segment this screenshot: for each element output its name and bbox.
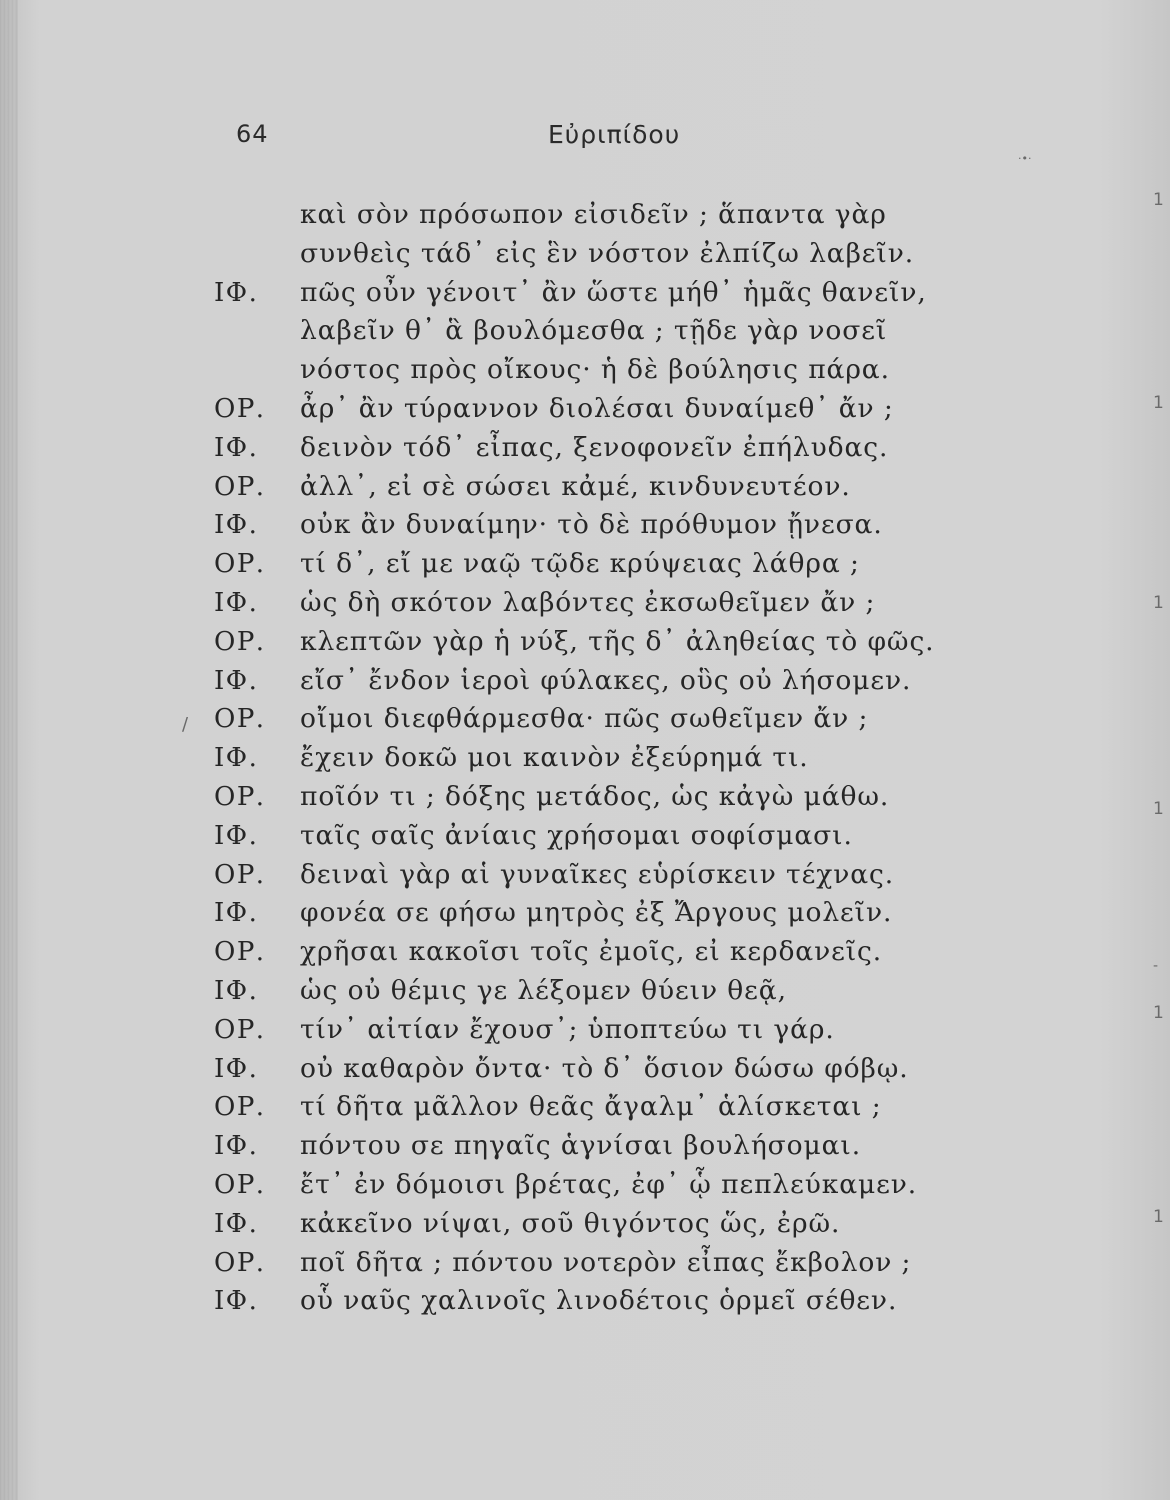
speaker-label: ΟΡ. xyxy=(214,1247,266,1278)
verse-text: οὐ καθαρὸν ὄντα· τὸ δ᾽ ὅσιον δώσω φόβῳ. xyxy=(300,1052,909,1084)
verse-text: κἀκεῖνο νίψαι, σοῦ θιγόντος ὥς, ἐρῶ. xyxy=(300,1207,841,1239)
verse-text: ποῖ δῆτα ; πόντου νοτερὸν εἶπας ἔκβολον ; xyxy=(300,1246,912,1278)
verse-text: ἔχειν δοκῶ μοι καινὸν ἐξεύρημά τι. xyxy=(300,742,809,774)
verse-text: οἴμοι διεφθάρμεσθα· πῶς σωθεῖμεν ἄν ; xyxy=(300,703,869,735)
verse-line xyxy=(214,1244,1094,1283)
speaker-label: ΙΦ. xyxy=(214,277,259,308)
verse-line xyxy=(214,1088,1094,1127)
margin-line-number: 1 xyxy=(1153,799,1164,819)
verse-text: πόντου σε πηγαῖς ἁγνίσαι βουλήσομαι. xyxy=(300,1130,862,1162)
verse-line xyxy=(214,196,1094,235)
margin-line-number: 1 xyxy=(1153,190,1164,210)
verse-text: τί δῆτα μᾶλλον θεᾶς ἄγαλμ᾽ ἁλίσκεται ; xyxy=(300,1091,882,1123)
verse-text: ποῖόν τι ; δόξης μετάδος, ὡς κἀγὼ μάθω. xyxy=(300,780,890,812)
verse-text: δειναὶ γὰρ αἱ γυναῖκες εὑρίσκειν τέχνας. xyxy=(300,858,895,890)
speaker-label: ΙΦ. xyxy=(214,432,259,463)
verse-line xyxy=(214,1050,1094,1089)
verse-line xyxy=(214,390,1094,429)
verse-line xyxy=(214,700,1094,739)
speaker-label: ΙΦ. xyxy=(214,898,259,929)
verse-text: ὡς δὴ σκότον λαβόντες ἐκσωθεῖμεν ἄν ; xyxy=(300,586,876,618)
verse-line xyxy=(214,351,1094,390)
running-title: Εὐριπίδου xyxy=(548,120,681,149)
verse-text: καὶ σὸν πρόσωπον εἰσιδεῖν ; ἅπαντα γὰρ xyxy=(300,199,887,230)
verse-text: νόστος πρὸς οἴκους· ἡ δὲ βούλησις πάρα. xyxy=(300,354,890,386)
verse-text: ἆρ᾽ ἂν τύραννον διολέσαι δυναίμεθ᾽ ἄν ; xyxy=(300,392,894,424)
verse-line xyxy=(214,1205,1094,1244)
verse-line xyxy=(214,1282,1094,1321)
verse-line xyxy=(214,545,1094,584)
verse-line xyxy=(214,312,1094,351)
speaker-label: ΟΡ. xyxy=(214,1092,266,1123)
speaker-label: ΟΡ. xyxy=(214,626,266,657)
verse-list xyxy=(214,196,1094,1321)
speaker-label: ΟΡ. xyxy=(214,859,266,890)
verse-line xyxy=(214,894,1094,933)
speaker-label: ΟΡ. xyxy=(214,393,266,424)
speaker-label: ΙΦ. xyxy=(214,510,259,541)
verse-text: ὡς οὐ θέμις γε λέξομεν θύειν θεᾷ, xyxy=(300,974,787,1006)
verse-line xyxy=(214,429,1094,468)
verse-text: τίν᾽ αἰτίαν ἔχουσ᾽; ὑποπτεύω τι γάρ. xyxy=(300,1013,835,1045)
verse-line xyxy=(214,972,1094,1011)
verse-line xyxy=(214,235,1094,274)
speaker-label: ΙΦ. xyxy=(214,743,259,774)
speaker-label: ΟΡ. xyxy=(214,1014,266,1045)
page-edge-shadow xyxy=(0,0,18,1500)
pencil-mark: / xyxy=(182,714,189,735)
verse-text: δεινὸν τόδ᾽ εἶπας, ξενοφονεῖν ἐπήλυδας. xyxy=(300,431,889,463)
verse-text: λαβεῖν θ᾽ ἃ βουλόμεσθα ; τῇδε γὰρ νοσεῖ xyxy=(300,315,888,347)
ink-smudge: ·•· xyxy=(1018,152,1032,165)
verse-text: ταῖς σαῖς ἀνίαις χρήσομαι σοφίσμασι. xyxy=(300,819,853,851)
speaker-label: ΟΡ. xyxy=(214,704,266,735)
verse-line xyxy=(214,933,1094,972)
verse-line xyxy=(214,506,1094,545)
margin-line-number: 1 xyxy=(1153,1003,1164,1023)
margin-line-number: 1 xyxy=(1153,393,1164,413)
verse-text: εἴσ᾽ ἔνδον ἱεροὶ φύλακες, οὓς οὐ λήσομεν. xyxy=(300,664,912,696)
speaker-label: ΙΦ. xyxy=(214,1208,259,1239)
verse-line xyxy=(214,856,1094,895)
speaker-label: ΟΡ. xyxy=(214,1169,266,1200)
speaker-label: ΙΦ. xyxy=(214,1286,259,1317)
speaker-label: ΟΡ. xyxy=(214,937,266,968)
verse-line xyxy=(214,623,1094,662)
verse-text: τί δ᾽, εἴ με ναῷ τῷδε κρύψειας λάθρα ; xyxy=(300,548,860,580)
ink-smudge: - xyxy=(1153,958,1159,974)
verse-text: συνθεὶς τάδ᾽ εἰς ἓν νόστον ἐλπίζω λαβεῖν. xyxy=(300,237,915,269)
verse-line xyxy=(214,584,1094,623)
speaker-label: ΙΦ. xyxy=(214,820,259,851)
page-header xyxy=(0,112,1170,156)
verse-line xyxy=(214,1166,1094,1205)
speaker-label: ΟΡ. xyxy=(214,549,266,580)
verse-line xyxy=(214,817,1094,856)
margin-line-number: 1 xyxy=(1153,1207,1164,1227)
verse-text: πῶς οὖν γένοιτ᾽ ἂν ὥστε μήθ᾽ ἡμᾶς θανεῖν, xyxy=(300,276,927,308)
speaker-label: ΙΦ. xyxy=(214,665,259,696)
verse-line xyxy=(214,662,1094,701)
page-number: 64 xyxy=(236,120,269,148)
verse-line xyxy=(214,1127,1094,1166)
verse-line xyxy=(214,468,1094,507)
verse-line xyxy=(214,274,1094,313)
verse-text: οὐκ ἂν δυναίμην· τὸ δὲ πρόθυμον ᾔνεσα. xyxy=(300,509,883,541)
margin-line-number: 1 xyxy=(1153,593,1164,613)
verse-text: χρῆσαι κακοῖσι τοῖς ἐμοῖς, εἰ κερδανεῖς. xyxy=(300,936,883,968)
verse-line xyxy=(214,778,1094,817)
verse-line xyxy=(214,739,1094,778)
verse-text: ἔτ᾽ ἐν δόμοισι βρέτας, ἐφ᾽ ᾧ πεπλεύκαμεν. xyxy=(300,1168,918,1200)
verse-line xyxy=(214,1011,1094,1050)
verse-text: ἀλλ᾽, εἰ σὲ σώσει κἀμέ, κινδυνευτέον. xyxy=(300,470,851,502)
verse-text: οὗ ναῦς χαλινοῖς λινοδέτοις ὁρμεῖ σέθεν. xyxy=(300,1285,898,1317)
speaker-label: ΟΡ. xyxy=(214,471,266,502)
verse-text: κλεπτῶν γὰρ ἡ νύξ, τῆς δ᾽ ἀληθείας τὸ φῶς. xyxy=(300,625,935,657)
speaker-label: ΙΦ. xyxy=(214,975,259,1006)
speaker-label: ΟΡ. xyxy=(214,781,266,812)
speaker-label: ΙΦ. xyxy=(214,1131,259,1162)
speaker-label: ΙΦ. xyxy=(214,587,259,618)
speaker-label: ΙΦ. xyxy=(214,1053,259,1084)
verse-text: φονέα σε φήσω μητρὸς ἐξ Ἄργους μολεῖν. xyxy=(300,897,893,929)
